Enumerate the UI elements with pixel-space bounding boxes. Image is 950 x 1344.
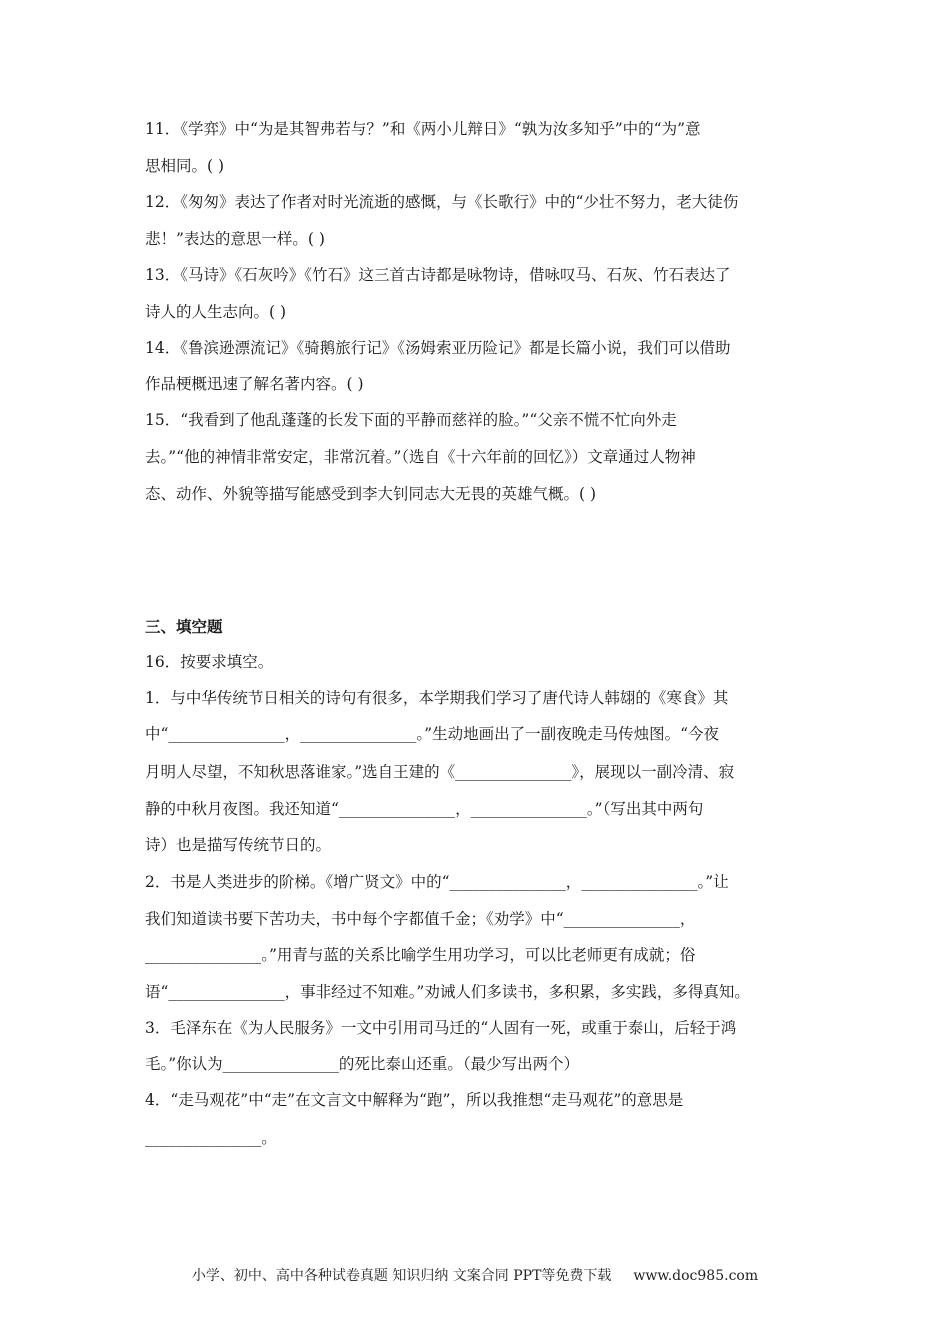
q15-line-3: 态、动作、外貌等描写能感受到李大钊同志大无畏的英雄气概。( ) — [145, 485, 597, 503]
q15-line-1: 15．“我看到了他乱蓬蓬的长发下面的平静而慈祥的脸。”“父亲不慌不忙向外走 — [145, 411, 677, 429]
q16-1-line-5: 诗）也是描写传统节日的。 — [145, 836, 332, 854]
q12-line-1: 12．《匆匆》表达了作者对时光流逝的感慨，与《长歌行》中的“少壮不努力，老大徒伤 — [145, 193, 739, 211]
q13-line-1: 13．《马诗》《石灰吟》《竹石》这三首古诗都是咏物诗，借咏叹马、石灰、竹石表达了 — [145, 266, 731, 284]
q16-2-line-2: 我们知道读书要下苦功夫，书中每个字都值千金；《劝学》中“_______________， — [145, 910, 696, 928]
q11-line-2: 思相同。( ) — [145, 157, 225, 175]
q13-line-2: 诗人的人生志向。( ) — [145, 303, 287, 321]
page-footer — [0, 1266, 950, 1286]
q16-1-line-4: 静的中秋月夜图。我还知道“_______________，_______________。”（写出其中两句 — [145, 800, 704, 818]
q16-2-line-4: 语“_______________，事非经过不知难。”劝诫人们多读书，多积累，多实践，多得真知。 — [145, 983, 750, 1001]
footer-text: 小学、初中、高中各种试卷真题 知识归纳 文案合同 PPT等免费下载 — [191, 1268, 612, 1284]
q16-3-line-1: 3．毛泽东在《为人民服务》一文中引用司马迁的“人固有一死，或重于泰山，后轻于鸿 — [145, 1019, 737, 1037]
section-heading: 三、填空题 — [145, 617, 223, 636]
q16-1-line-3: 月明人尽望，不知秋思落谁家。”选自王建的《_______________》，展现以一副冷清、寂 — [145, 763, 735, 781]
q16-4-line-2: _______________。 — [145, 1129, 277, 1147]
q16-1-line-1: 1．与中华传统节日相关的诗句有很多，本学期我们学习了唐代诗人韩翃的《寒食》其 — [145, 689, 729, 707]
q16-4-line-1: 4．“走马观花”中“走”在文言文中解释为“跑”，所以我推想“走马观花”的意思是 — [145, 1091, 684, 1109]
q14-line-1: 14．《鲁滨逊漂流记》《骑鹅旅行记》《汤姆索亚历险记》都是长篇小说，我们可以借助 — [145, 339, 731, 357]
footer-url[interactable]: www.doc985.com — [633, 1268, 759, 1284]
q16-3-line-2: 毛。”你认为_______________的死比泰山还重。（最少写出两个） — [145, 1055, 580, 1073]
q12-line-2: 悲！”表达的意思一样。( ) — [145, 230, 325, 248]
q16-2-line-1: 2．书是人类进步的阶梯。《增广贤文》中的“_______________，_______________。”让 — [145, 873, 729, 891]
q16-1-line-2: 中“_______________，_______________。”生动地画出了一副夜晚走马传烛图。“今夜 — [145, 725, 720, 743]
q14-line-2: 作品梗概迅速了解名著内容。( ) — [145, 375, 364, 393]
q16-prompt: 16．按要求填空。 — [145, 653, 274, 671]
q11-line-1: 11．《学弈》中“为是其智弗若与？”和《两小儿辩日》“孰为汝多知乎”中的“为”意 — [145, 120, 701, 138]
q16-2-line-3: _______________。”用青与蓝的关系比喻学生用功学习，可以比老师更有成就；俗 — [145, 946, 696, 964]
q15-line-2: 去。”“他的神情非常安定，非常沉着。”（选自《十六年前的回忆》）文章通过人物神 — [145, 448, 696, 466]
